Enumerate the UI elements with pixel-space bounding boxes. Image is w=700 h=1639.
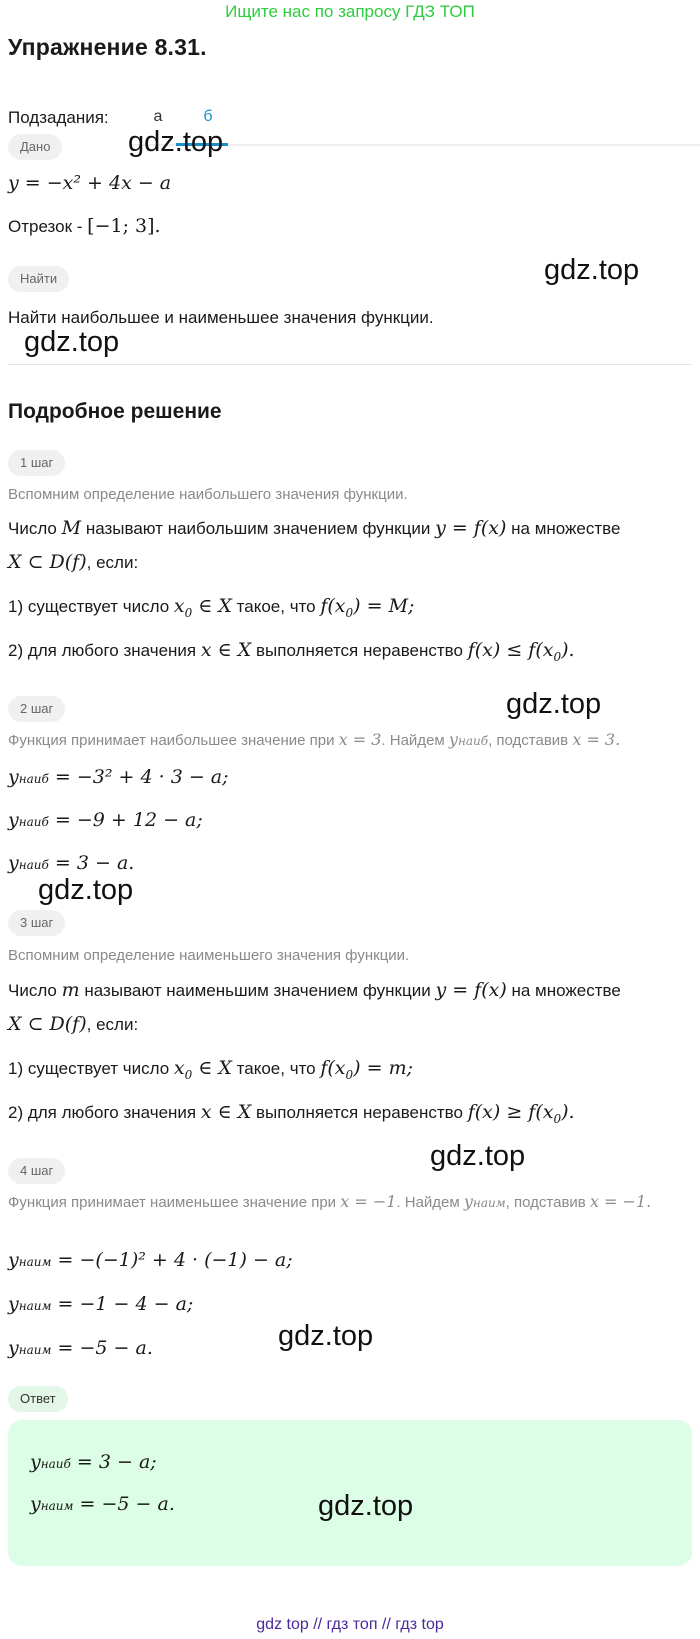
subscript: наим xyxy=(18,1299,52,1313)
text: 1) существует число xyxy=(8,1059,170,1078)
answer-line-1 xyxy=(30,1450,157,1476)
step-1-definition-cont xyxy=(8,550,138,575)
subscript: наиб xyxy=(457,734,489,748)
math: x = 3 xyxy=(338,730,382,749)
step-1-cond-2 xyxy=(8,638,575,669)
segment-value: [−1; 3]. xyxy=(87,215,161,237)
step-4-badge: 4 шаг xyxy=(8,1158,65,1184)
given-segment xyxy=(8,214,161,239)
step-2-hint xyxy=(8,728,620,753)
math: $x_0$ ∈ X xyxy=(173,595,232,620)
answer-badge: Ответ xyxy=(8,1386,68,1412)
divider xyxy=(8,364,692,365)
tab-a[interactable]: а xyxy=(153,108,163,125)
step-3-badge: 3 шаг xyxy=(8,910,65,936)
math-y-fx: y = f(x) xyxy=(435,979,507,1001)
top-banner: Ищите нас по запросу ГДЗ ТОП xyxy=(225,2,475,21)
math: yнаиб = 3 − a; xyxy=(30,1451,157,1473)
math-y-fx: y = f(x) xyxy=(435,517,507,539)
watermark: gdz.top xyxy=(24,326,120,358)
step-1-cond-1 xyxy=(8,594,414,625)
step-3-cond-1 xyxy=(8,1056,413,1087)
text: называют наименьшим значением функции xyxy=(84,981,431,1000)
subscript: наим xyxy=(40,1499,74,1513)
math-set: X ⊂ D(f) xyxy=(8,1013,87,1035)
math: yнаим = −5 − a. xyxy=(30,1493,175,1515)
subscript: наиб xyxy=(18,858,49,872)
watermark: gdz.top xyxy=(278,1320,374,1352)
text: такое, что xyxy=(236,1059,316,1078)
given-badge: Дано xyxy=(8,134,62,160)
step-1-hint: Вспомним определение наибольшего значения функции. xyxy=(8,486,408,503)
answer-line-2 xyxy=(30,1492,175,1518)
tab-b[interactable]: б xyxy=(203,108,213,125)
text: , если: xyxy=(86,1015,139,1034)
calc: = −1 − 4 − a; xyxy=(57,1293,194,1315)
step-1-definition xyxy=(8,516,620,541)
math: x = −1. xyxy=(589,1192,652,1211)
subscript: наим xyxy=(18,1255,52,1269)
step-1-badge: 1 шаг xyxy=(8,450,65,476)
text: 1) существует число xyxy=(8,597,170,616)
footer-links[interactable]: gdz top // гдз топ // гдз top xyxy=(256,1616,444,1633)
watermark: gdz.top xyxy=(544,254,640,286)
text: Число xyxy=(8,519,57,538)
math: $f(x_0) = m$; xyxy=(320,1057,414,1082)
watermark: gdz.top xyxy=(430,1140,526,1172)
given-formula xyxy=(8,171,171,196)
text: Функция принимает наибольшее значение при xyxy=(8,732,335,749)
text: Функция принимает наименьшее значение при xyxy=(8,1194,337,1211)
text: выполняется неравенство xyxy=(256,641,463,660)
math: x ∈ X xyxy=(200,639,252,661)
segment-label: Отрезок - xyxy=(8,217,83,236)
text: , если: xyxy=(86,553,139,572)
math: yнаим = −1 − 4 − a; xyxy=(8,1293,194,1315)
step-4-hint xyxy=(8,1190,692,1215)
math: yнаиб = −9 + 12 − a; xyxy=(8,809,203,831)
step-2-badge: 2 шаг xyxy=(8,696,65,722)
math: $f(x) \le f(x_0)$. xyxy=(467,639,575,664)
math: yнаиб = 3 − a. xyxy=(8,852,135,874)
calc: = −9 + 12 − a; xyxy=(54,809,203,831)
subscript: наиб xyxy=(40,1457,71,1471)
math: yнаим xyxy=(463,1192,506,1211)
math: $f(x_0) = M$; xyxy=(320,595,415,620)
text: 2) для любого значения xyxy=(8,1103,197,1122)
math-set: X ⊂ D(f) xyxy=(8,551,87,573)
step-3-hint: Вспомним определение наименьшего значения функции. xyxy=(8,947,410,964)
page-title: Упражнение 8.31. xyxy=(8,34,207,60)
calc: = −5 − a. xyxy=(57,1337,153,1359)
var-M: M xyxy=(61,517,82,539)
text: Число xyxy=(8,981,57,1000)
text: выполняется неравенство xyxy=(256,1103,463,1122)
given-function: y = −x² + 4x − a xyxy=(8,172,172,194)
subscript: наим xyxy=(18,1343,52,1357)
text: . Найдем xyxy=(396,1194,460,1211)
math: yнаиб xyxy=(448,730,489,749)
text: на множестве xyxy=(511,519,621,538)
calc: = −3² + 4 · 3 − a; xyxy=(54,766,229,788)
subscript: наим xyxy=(472,1196,506,1210)
math: x = −1 xyxy=(340,1192,397,1211)
subtasks-label: Подзадания: xyxy=(8,108,109,127)
math: yнаим = −(−1)² + 4 · (−1) − a; xyxy=(8,1249,293,1271)
math: $x_0$ ∈ X xyxy=(173,1057,232,1082)
subscript: наиб xyxy=(18,815,49,829)
text: такое, что xyxy=(236,597,316,616)
math: x = 3. xyxy=(572,730,621,749)
solution-title: Подробное решение xyxy=(8,400,222,423)
math: yнаим = −5 − a. xyxy=(8,1337,153,1359)
step-4-calc-3 xyxy=(8,1336,153,1362)
text: , подставив xyxy=(505,1194,586,1211)
text: . Найдем xyxy=(381,732,445,749)
step-3-definition-cont xyxy=(8,1012,138,1037)
step-4-calc-2 xyxy=(8,1292,193,1318)
find-text: Найти наибольшее и наименьшее значения функции. xyxy=(8,308,434,327)
text: на множестве xyxy=(511,981,621,1000)
watermark: gdz.top xyxy=(38,874,134,906)
math: x ∈ X xyxy=(200,1101,252,1123)
answer-box xyxy=(8,1420,692,1566)
text: , подставив xyxy=(488,732,569,749)
math: $f(x) \ge f(x_0)$. xyxy=(467,1101,575,1126)
text: называют наибольшим значением функции xyxy=(85,519,431,538)
watermark: gdz.top xyxy=(506,688,602,720)
step-2-calc-1 xyxy=(8,765,229,791)
subscript: наиб xyxy=(18,772,49,786)
step-3-cond-2 xyxy=(8,1100,575,1131)
var-m: m xyxy=(61,979,80,1001)
answer-value: = 3 − a; xyxy=(76,1451,157,1473)
calc: = −(−1)² + 4 · (−1) − a; xyxy=(57,1249,293,1271)
find-badge: Найти xyxy=(8,266,69,292)
calc: = 3 − a. xyxy=(54,852,135,874)
step-2-calc-2 xyxy=(8,808,203,834)
text: 2) для любого значения xyxy=(8,641,197,660)
step-3-definition xyxy=(8,978,621,1003)
watermark: gdz.top xyxy=(128,126,224,158)
math: yнаиб = −3² + 4 · 3 − a; xyxy=(8,766,229,788)
subtasks-bar xyxy=(8,88,692,148)
answer-value: = −5 − a. xyxy=(79,1493,175,1515)
step-4-calc-1 xyxy=(8,1248,293,1274)
watermark: gdz.top xyxy=(318,1490,414,1522)
